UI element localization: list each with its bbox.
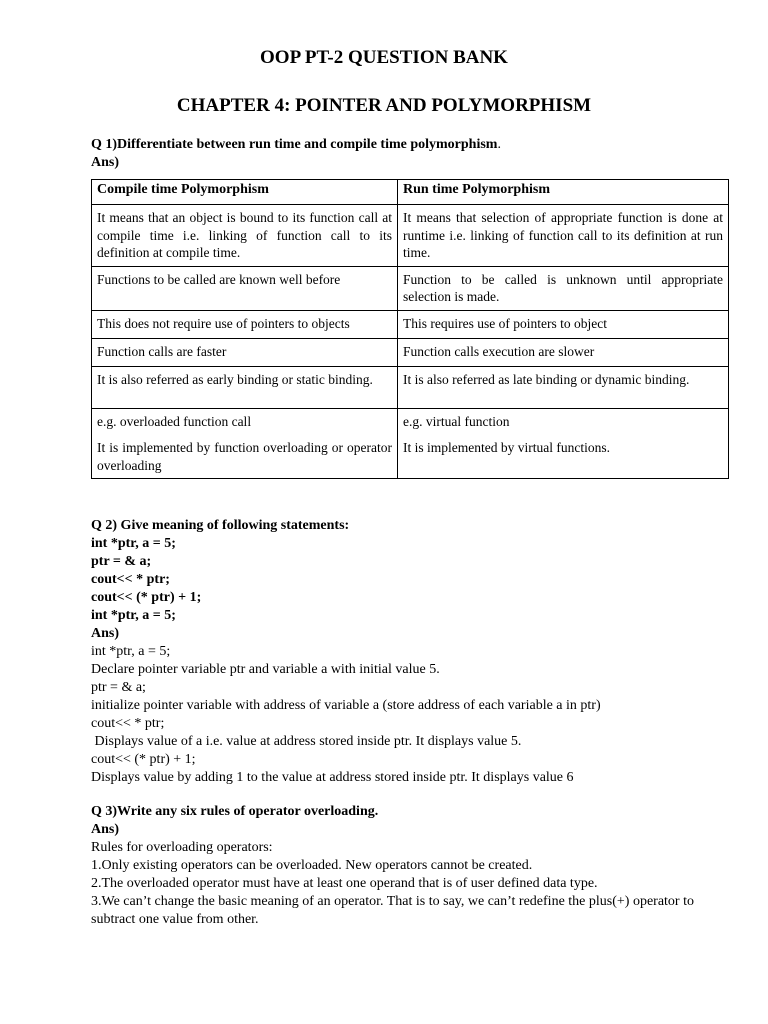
q2-statement: int *ptr, a = 5; xyxy=(91,608,176,623)
page-title: OOP PT-2 QUESTION BANK xyxy=(260,47,508,68)
q2-question: Q 2) Give meaning of following statements: xyxy=(91,518,350,533)
q2-answer-line: cout<< * ptr; xyxy=(91,716,165,731)
q2-answer-line: Displays value of a i.e. value at address stored inside ptr. It displays value 5. xyxy=(91,734,522,749)
q2-answer-line: Displays value by adding 1 to the value at address stored inside ptr. It displays value 6 xyxy=(91,770,574,785)
cell-line: It is implemented by function overloading or operator overloading xyxy=(97,440,392,473)
q2-statement: int *ptr, a = 5; xyxy=(91,536,176,551)
q3-question: Q 3)Write any six rules of operator overloading. xyxy=(91,804,379,819)
table-row xyxy=(92,205,729,267)
q2-answer-line: Declare pointer variable ptr and variable a with initial value 5. xyxy=(91,662,440,677)
q3-answer-line: Rules for overloading operators: xyxy=(91,840,273,855)
q2-answer-line: initialize pointer variable with address of variable a (store address of each variable a in ptr) xyxy=(91,698,601,713)
table-cell: Functions to be called are known well before xyxy=(92,266,398,310)
table-cell: It is also referred as early binding or static binding. xyxy=(92,366,398,408)
q1-ans-label: Ans) xyxy=(91,155,120,170)
q2-answer-line: int *ptr, a = 5; xyxy=(91,644,171,659)
table-cell: It means that selection of appropriate function is done at runtime i.e. linking of function call to its definition at run time. xyxy=(398,205,729,267)
table-cell: Function to be called is unknown until appropriate selection is made. xyxy=(398,266,729,310)
q3-answer-line: 3.We can’t change the basic meaning of an operator. That is to say, we can’t redefine the plus(+) operator to subtract one value from other. xyxy=(91,894,694,927)
table-row xyxy=(92,408,729,479)
table-cell: Function calls execution are slower xyxy=(398,338,729,366)
table-cell xyxy=(398,408,729,479)
q2-statement: cout<< * ptr; xyxy=(91,572,170,587)
q2-ans-label: Ans) xyxy=(91,626,120,641)
table-cell: Function calls are faster xyxy=(92,338,398,366)
table-row xyxy=(92,266,729,310)
table-cell: It is also referred as late binding or dynamic binding. xyxy=(398,366,729,408)
table-header-row xyxy=(92,180,729,205)
q3-answer-line: 2.The overloaded operator must have at least one operand that is of user defined data type. xyxy=(91,876,598,891)
q1-question: Q 1)Differentiate between run time and compile time polymorphism. xyxy=(91,137,501,152)
table-header-compile: Compile time Polymorphism xyxy=(92,180,398,205)
table-row xyxy=(92,310,729,338)
cell-line: e.g. virtual function xyxy=(403,413,510,429)
polymorphism-comparison-table xyxy=(91,179,729,479)
q3-block xyxy=(91,803,711,929)
table-header-runtime: Run time Polymorphism xyxy=(398,180,729,205)
table-cell xyxy=(92,408,398,479)
q2-statement: cout<< (* ptr) + 1; xyxy=(91,590,202,605)
table-row xyxy=(92,338,729,366)
table-cell: It means that an object is bound to its function call at compile time i.e. linking of function call to its definition at compile time. xyxy=(92,205,398,267)
table-cell: This does not require use of pointers to objects xyxy=(92,310,398,338)
table-cell: This requires use of pointers to object xyxy=(398,310,729,338)
q2-answer-line: cout<< (* ptr) + 1; xyxy=(91,752,196,767)
q3-answer-line: 1.Only existing operators can be overloaded. New operators cannot be created. xyxy=(91,858,533,873)
q2-statement: ptr = & a; xyxy=(91,554,152,569)
q1-block xyxy=(91,136,501,172)
q2-block xyxy=(91,517,601,787)
chapter-title: CHAPTER 4: POINTER AND POLYMORPHISM xyxy=(176,95,592,116)
cell-line: e.g. overloaded function call xyxy=(97,413,252,429)
table-row xyxy=(92,366,729,408)
cell-line: It is implemented by virtual functions. xyxy=(403,440,610,455)
q2-answer-line: ptr = & a; xyxy=(91,680,146,695)
q3-ans-label: Ans) xyxy=(91,822,120,837)
